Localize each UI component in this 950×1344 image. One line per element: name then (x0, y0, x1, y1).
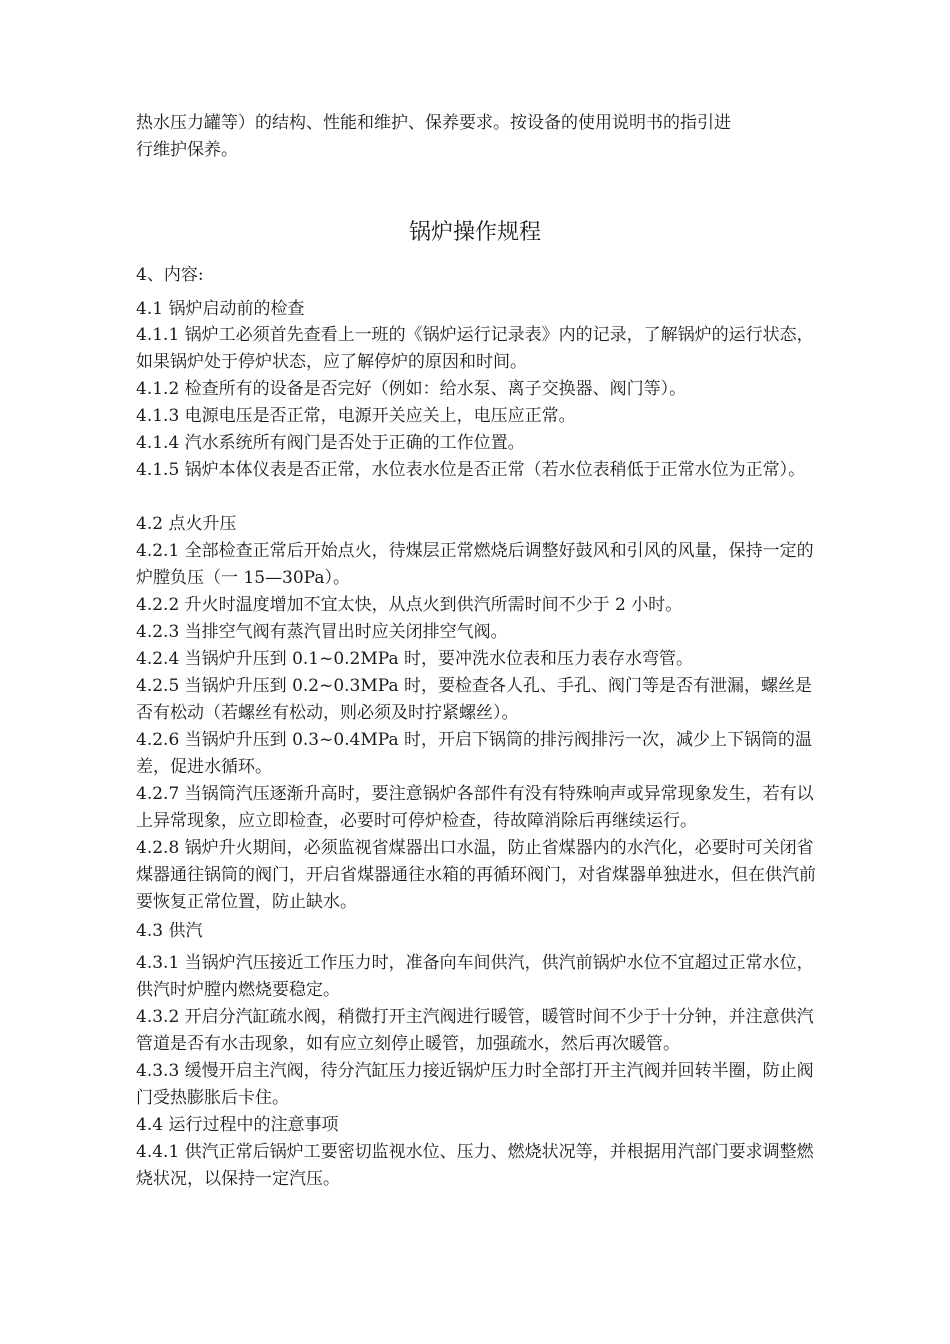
paragraph-4-2-8: 4.2.8 锅炉升火期间，必须监视省煤器出口水温，防止省煤器内的水汽化，必要时可关闭省煤器通往锅筒的阀门，开启省煤器通往水箱的再循环阀门，对省煤器单独进水，但在供汽前要恢复正常位置，防止缺水。 (136, 838, 816, 912)
paragraph-4-1-2: 4.1.2 检查所有的设备是否完好（例如：给水泵、离子交换器、阀门等）。 (136, 379, 687, 399)
paragraph-4-1-4: 4.1.4 汽水系统所有阀门是否处于正确的工作位置。 (136, 433, 525, 453)
paragraph-4-3: 4.3 供汽 (136, 921, 203, 941)
paragraph-4-4: 4.4 运行过程中的注意事项 (136, 1115, 339, 1135)
paragraph-4-2-4: 4.2.4 当锅炉升压到 0.1~0.2MPa 时，要冲洗水位表和压力表存水弯管。 (136, 649, 693, 669)
intro-line-1: 热水压力罐等）的结构、性能和维护、保养要求。按设备的使用说明书的指引进 (136, 113, 731, 133)
paragraph-4-3-1: 4.3.1 当锅炉汽压接近工作压力时，准备向车间供汽，供汽前锅炉水位不宜超过正常水位，供汽时炉膛内燃烧要稳定。 (136, 953, 814, 1000)
paragraph-4-1-3: 4.1.3 电源电压是否正常，电源开关应关上，电压应正常。 (136, 406, 576, 426)
paragraph-4-2: 4.2 点火升压 (136, 514, 237, 534)
paragraph-4-2-1: 4.2.1 全部检查正常后开始点火，待煤层正常燃烧后调整好鼓风和引风的风量，保持一定的炉膛负压（一 15—30Pa）。 (136, 541, 814, 588)
paragraph-4-1: 4.1 锅炉启动前的检查 (136, 299, 305, 319)
intro-line-2: 行维护保养。 (136, 140, 238, 160)
paragraph-4-2-3: 4.2.3 当排空气阀有蒸汽冒出时应关闭排空气阀。 (136, 622, 508, 642)
paragraph-4-2-6: 4.2.6 当锅炉升压到 0.3~0.4MPa 时，开启下锅筒的排污阀排污一次，减少上下锅筒的温差，促进水循环。 (136, 730, 812, 777)
paragraph-4-3-3: 4.3.3 缓慢开启主汽阀，待分汽缸压力接近锅炉压力时全部打开主汽阀并回转半圈，防止阀门受热膨胀后卡住。 (136, 1061, 814, 1108)
paragraph-4-3-2: 4.3.2 开启分汽缸疏水阀，稍微打开主汽阀进行暖管，暖管时间不少于十分钟，并注意供汽管道是否有水击现象，如有应立刻停止暖管，加强疏水，然后再次暖管。 (136, 1007, 814, 1054)
paragraph-4-4-1: 4.4.1 供汽正常后锅炉工要密切监视水位、压力、燃烧状况等，并根据用汽部门要求调整燃烧状况，以保持一定汽压。 (136, 1142, 814, 1189)
paragraph-4-1-5: 4.1.5 锅炉本体仪表是否正常，水位表水位是否正常（若水位表稍低于正常水位为正常）。 (136, 460, 806, 480)
paragraph-4-2-2: 4.2.2 升火时温度增加不宜太快，从点火到供汽所需时间不少于 2 小时。 (136, 595, 683, 615)
paragraph-4-2-7: 4.2.7 当锅筒汽压逐渐升高时，要注意锅炉各部件有没有特殊响声或异常现象发生，若有以上异常现象，应立即检查，必要时可停炉检查，待故障消除后再继续运行。 (136, 784, 814, 831)
paragraph-4-2-5: 4.2.5 当锅炉升压到 0.2~0.3MPa 时，要检查各人孔、手孔、阀门等是否有泄漏，螺丝是否有松动（若螺丝有松动，则必须及时拧紧螺丝）。 (136, 676, 812, 723)
page-title: 锅炉操作规程 (408, 220, 541, 245)
paragraph-4-1-1: 4.1.1 锅炉工必须首先查看上一班的《锅炉运行记录表》内的记录，了解锅炉的运行状态，如果锅炉处于停炉状态，应了解停炉的原因和时间。 (136, 325, 814, 372)
paragraph-content-heading: 4、内容: (136, 265, 204, 285)
